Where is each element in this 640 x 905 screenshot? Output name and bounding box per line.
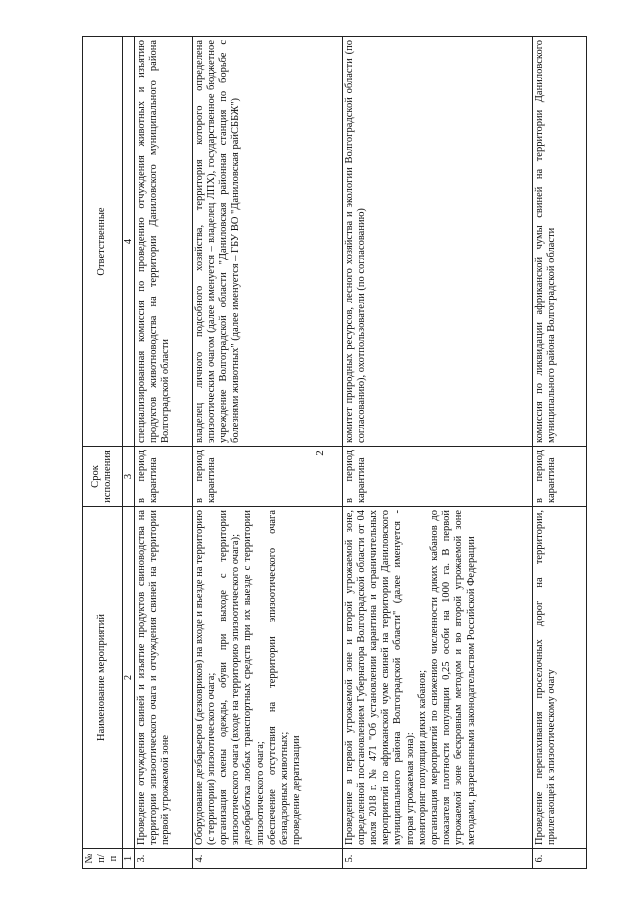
row-responsible: комиссия по ликвидации африканской чумы свиней на территории Даниловского муниципального района Волгоградской области <box>532 37 586 447</box>
measure-text: Оборудование дезбарьеров (дезковриков) на входе и въезде на территорию (с территории) эпизоотического очага; <box>193 510 217 845</box>
row-responsible: специализированная комиссия по проведению отчуждения животных и изъятию продуктов животноводства на территории Даниловского муниципального района Волгоградской области <box>134 37 192 447</box>
row-number: 6. <box>532 849 586 869</box>
measure-text: Проведение отчуждения свиней и изъятие продуктов свиноводства на территории эпизоотического очага и отчуждения свиней на территории первой угрожаемой зоне <box>135 510 172 845</box>
header-responsible: Ответственные <box>83 37 123 447</box>
table-row <box>134 37 192 869</box>
row-term: в период карантина <box>192 447 342 507</box>
rotated-page-content <box>82 37 600 869</box>
header-row <box>83 37 123 869</box>
row-measure <box>342 507 532 849</box>
header-term-line-2: исполнения <box>102 450 114 503</box>
header-term-line-1: Срок <box>90 465 102 488</box>
header-name: Наименование мероприятий <box>83 507 123 849</box>
row-measure <box>134 507 192 849</box>
measure-text: дезобработка любых транспортных средств при их выезде с территории эпизоотического очага; <box>242 510 266 845</box>
column-index: 3 <box>122 447 134 507</box>
table-row <box>342 37 532 869</box>
row-measure <box>192 507 342 849</box>
row-term: в период карантина <box>342 447 532 507</box>
row-number: 3. <box>134 849 192 869</box>
row-responsible: владелец личного подсобного хозяйства, территория которого определена эпизоотическим очагом (далее именуется – владелец ЛПХ), государственное бюджетное учреждение Волгоградской области "Даниловская районная станция по борьбе с болезнями животных" (далее именуется – ГБУ ВО "Даниловская райСББЖ") <box>192 37 342 447</box>
row-term: в период карантина <box>134 447 192 507</box>
table-row <box>192 37 342 869</box>
row-number: 5. <box>342 849 532 869</box>
measure-text: Проведение в первой угрожаемой зоне и второй угрожаемой зоне, определенной постановлением Губернатора Волгоградской области от 04 июля 2018 г. № 471 "Об установлении карантина и ограничительных мероприятий по африканской чуме свиней на территории Даниловского муниципального района Волгоградской области" (далее именуется - вторая угрожаемая зона): <box>343 510 416 845</box>
measure-text: проведение дератизации <box>291 735 303 845</box>
measure-text: организация мероприятий по снижению численности диких кабанов до показателя плотности популяции 0,25 особи на 1000 га. В первой угрожаемой зоне бескровным методом и во второй угрожаемой зоне методами, разрешенными законодательством Российской Федерации <box>429 510 477 845</box>
measure-text: Проведение перепахивания проселочных дорог на территории, прилегающей к эпизоотическому очагу <box>533 510 557 845</box>
column-index: 2 <box>122 507 134 849</box>
page-number: 2 <box>314 450 326 456</box>
measure-text: организация смены одежды, обуви при выходе с территории эпизоотического очага (входе на территорию эпизоотического очага); <box>218 510 242 845</box>
row-number: 4. <box>192 849 342 869</box>
measures-table <box>82 36 587 869</box>
row-responsible: комитет природных ресурсов, лесного хозяйства и экологии Волгоградской области (по согласованию), охотпользователи (по согласованию) <box>342 37 532 447</box>
row-measure <box>532 507 586 849</box>
header-num-line-2: п/п <box>96 854 120 863</box>
measure-text: обеспечение отсутствия на территории эпизоотического очага безнадзорных животных; <box>266 510 291 845</box>
column-index-row <box>122 37 134 869</box>
row-term: в период карантина <box>532 447 586 507</box>
column-index: 4 <box>122 37 134 447</box>
header-num <box>83 849 123 869</box>
header-num-line-1: № <box>84 853 95 864</box>
measure-text: мониторинг популяции диких кабанов; <box>416 670 428 845</box>
column-index: 1 <box>122 849 134 869</box>
header-term <box>83 447 123 507</box>
table-row <box>532 37 586 869</box>
